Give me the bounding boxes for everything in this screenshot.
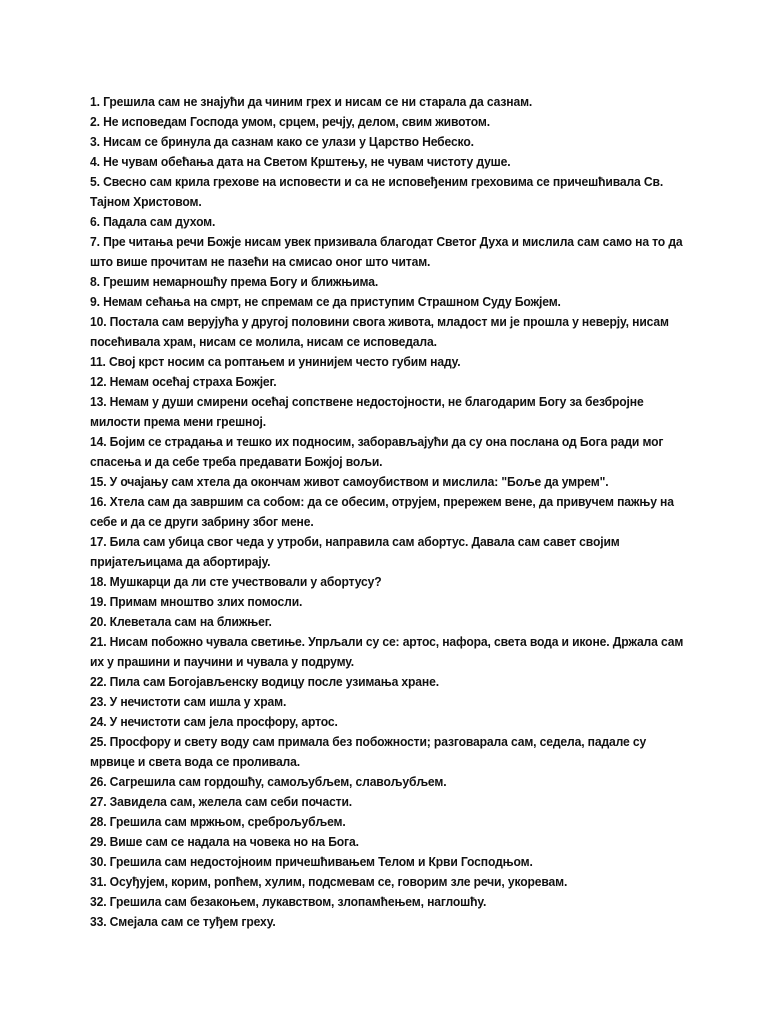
list-item: 2. Не исповедам Господа умом, срцем, речју, делом, свим животом. — [90, 114, 490, 129]
list-item: 9. Немам сећања на смрт, не спремам се да приступим Страшном Суду Божјем. — [90, 294, 561, 309]
list-item: 12. Немам осећај страха Божјег. — [90, 374, 277, 389]
list-item: 28. Грешила сам мржњом, среброљубљем. — [90, 814, 346, 829]
list-item: 17. Била сам убица свог чеда у утроби, направила сам абортус. Давала сам савет својим пријатељицама да абортирају. — [90, 534, 620, 569]
list-item: 24. У нечистоти сам јела просфору, артос. — [90, 714, 338, 729]
list-item: 23. У нечистоти сам ишла у храм. — [90, 694, 287, 709]
list-item: 13. Немам у души смирени осећај сопствене недостојности, не благодарим Богу за безбројне милости према мени грешној. — [90, 394, 644, 429]
list-item: 4. Не чувам обећања дата на Светом Крштењу, не чувам чистоту душе. — [90, 154, 511, 169]
list-item: 33. Смејала сам се туђем греху. — [90, 914, 276, 929]
list-item: 31. Осуђујем, корим, ропћем, хулим, подсмевам се, говорим зле речи, укоревам. — [90, 874, 568, 889]
list-item: 11. Свој крст носим са роптањем и унинијем често губим наду. — [90, 354, 461, 369]
list-item: 30. Грешила сам недостојноим причешћивањем Телом и Крви Господњом. — [90, 854, 533, 869]
list-item: 10. Постала сам верујућа у другој половини свога живота, младост ми је прошла у неверју, нисам посећивала храм, нисам се молила, нисам се исповедала. — [90, 314, 669, 349]
list-item: 5. Свесно сам крила грехове на исповести и са не исповеђеним греховима се причешћивала Св. Тајном Христовом. — [90, 174, 664, 209]
list-item: 19. Примам мноштво злих помосли. — [90, 594, 303, 609]
list-item: 22. Пила сам Богојављенску водицу после узимања хране. — [90, 674, 439, 689]
list-item: 21. Нисам побожно чувала светиње. Упрљали су се: артос, нафора, света вода и иконе. Држала сам их у прашини и паучини и чувала у подруму. — [90, 634, 684, 669]
list-item: 7. Пре читања речи Божје нисам увек призивала благодат Светог Духа и мислила сам само на то да што више прочитам не пазећи на смисао оног што читам. — [90, 234, 683, 269]
list-item: 3. Нисам се бринула да сазнам како се улази у Царство Небеско. — [90, 134, 474, 149]
list-item: 6. Падала сам духом. — [90, 214, 216, 229]
list-item: 26. Сагрешила сам гордошћу, самољубљем, славољубљем. — [90, 774, 447, 789]
list-item: 1. Грешила сам не знајући да чиним грех и нисам се ни старала да сазнам. — [90, 94, 533, 109]
list-item: 14. Бојим се страдања и тешко их подносим, заборављајући да су она послана од Бога ради мог спасења и да себе треба предавати Божјој вољи. — [90, 434, 664, 469]
list-item: 15. У очајању сам хтела да окончам живот самоубиством и мислила: "Боље да умрем". — [90, 474, 609, 489]
list-item: 8. Грешим немарношћу према Богу и ближњима. — [90, 274, 379, 289]
list-item: 20. Клеветала сам на ближњег. — [90, 614, 272, 629]
confession-list — [90, 92, 684, 932]
list-item: 25. Просфору и свету воду сам примала без побожности; разговарала сам, седела, падале су мрвице и света вода се проливала. — [90, 734, 647, 769]
list-item: 16. Хтела сам да завршим са собом: да се обесим, отрујем, прережем вене, да привучем пажњу на себе и да се други забрину због мене. — [90, 494, 674, 529]
list-item: 32. Грешила сам безакоњем, лукавством, злопамћењем, наглошћу. — [90, 894, 487, 909]
list-item: 27. Завидела сам, желела сам себи почасти. — [90, 794, 353, 809]
list-item: 18. Мушкарци да ли сте учествовали у абортусу? — [90, 574, 382, 589]
list-item: 29. Више сам се надала на човека но на Бога. — [90, 834, 359, 849]
